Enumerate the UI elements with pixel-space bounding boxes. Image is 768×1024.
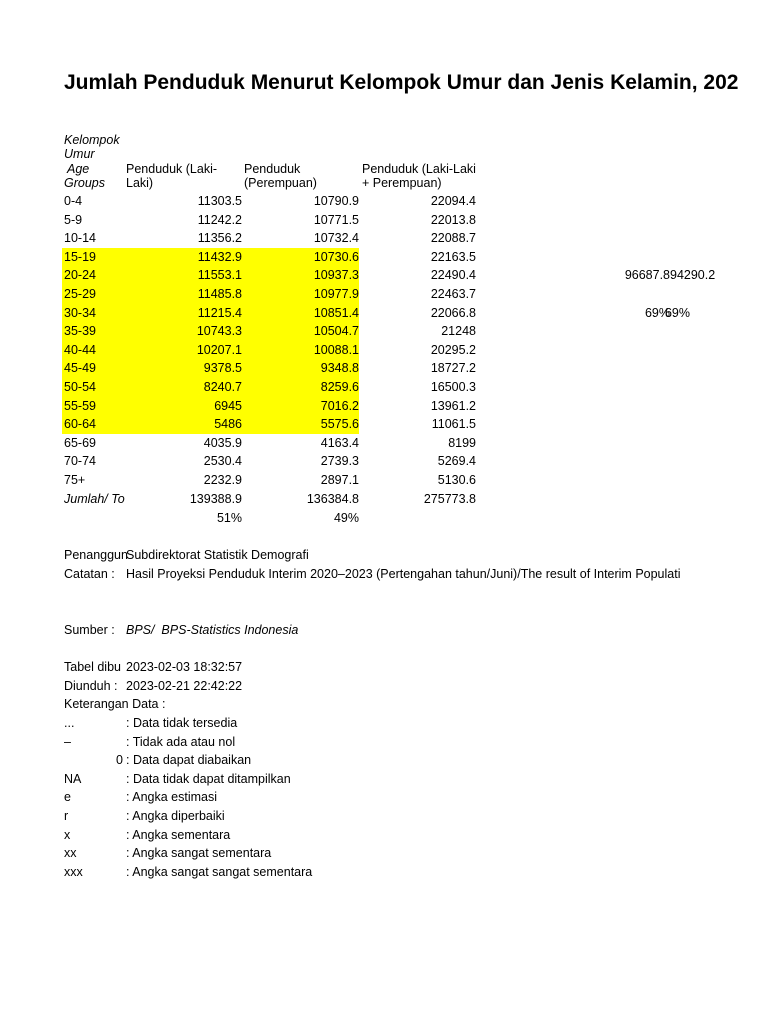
total-female: 136384.8 bbox=[306, 492, 359, 506]
cell-female: 10771.5 bbox=[313, 212, 359, 227]
cell-male: 11485.8 bbox=[197, 287, 242, 301]
cell-age: 0-4 bbox=[64, 194, 83, 208]
cell-age: 60-64 bbox=[64, 417, 96, 432]
cell-male: 11432.9 bbox=[197, 249, 242, 264]
header-female-line-2: (Perempuan) bbox=[244, 176, 317, 190]
legend-description: : Angka sementara bbox=[126, 827, 231, 842]
cell-age: 5-9 bbox=[64, 212, 83, 227]
created-label: Tabel dibu bbox=[64, 660, 121, 674]
responsible-value: Subdirektorat Statistik Demografi bbox=[126, 548, 309, 562]
cell-female: 4163.4 bbox=[320, 435, 359, 450]
created-value: 2023-02-03 18:32:57 bbox=[126, 660, 243, 674]
legend-description: : Data tidak tersedia bbox=[126, 716, 238, 730]
cell-total: 22088.7 bbox=[430, 231, 476, 246]
cell-total: 21248 bbox=[441, 324, 476, 339]
legend-symbol: x bbox=[64, 827, 71, 842]
cell-male: 10743.3 bbox=[196, 324, 242, 339]
total-row-label: Jumlah/ To bbox=[64, 492, 125, 506]
legend-symbol: NA bbox=[64, 771, 82, 786]
note-label: Catatan : bbox=[64, 567, 115, 581]
cell-male: 11242.2 bbox=[197, 212, 242, 227]
side-sum-female: 94290.2 bbox=[670, 268, 716, 282]
legend-description: : Tidak ada atau nol bbox=[126, 734, 236, 749]
legend-symbol: – bbox=[64, 734, 71, 749]
header-male-line-1: Penduduk (Laki- bbox=[126, 162, 218, 176]
legend-symbol: xxx bbox=[64, 864, 83, 879]
cell-total: 22490.4 bbox=[430, 268, 476, 283]
cell-age: 50-54 bbox=[64, 380, 96, 394]
cell-female: 10937.3 bbox=[313, 268, 359, 283]
cell-male: 9378.5 bbox=[203, 361, 242, 376]
pct-female: 49% bbox=[333, 511, 359, 525]
side-pct-male: 69% bbox=[644, 306, 670, 320]
legend-title: Keterangan Data : bbox=[64, 697, 166, 711]
legend-description: : Angka estimasi bbox=[126, 790, 218, 805]
cell-total: 18727.2 bbox=[430, 361, 476, 376]
cell-male: 8240.7 bbox=[203, 380, 242, 394]
cell-age: 45-49 bbox=[64, 361, 96, 376]
legend-description: : Angka sangat sangat sementara bbox=[126, 864, 313, 879]
cell-total: 13961.2 bbox=[430, 398, 476, 413]
cell-total: 22066.8 bbox=[430, 305, 476, 320]
cell-age: 25-29 bbox=[64, 287, 96, 301]
cell-age: 75+ bbox=[64, 473, 86, 487]
cell-female: 8259.6 bbox=[320, 380, 359, 394]
cell-female: 10732.4 bbox=[313, 231, 359, 246]
source-value: BPS/ BPS-Statistics Indonesia bbox=[126, 623, 299, 637]
cell-age: 15-19 bbox=[64, 249, 96, 264]
cell-female: 2897.1 bbox=[320, 473, 359, 487]
legend-description: : Angka sangat sementara bbox=[126, 846, 272, 861]
cell-age: 70-74 bbox=[64, 454, 96, 469]
cell-female: 2739.3 bbox=[320, 454, 359, 469]
legend-symbol: r bbox=[64, 809, 69, 823]
cell-age: 35-39 bbox=[64, 324, 96, 339]
cell-total: 22013.8 bbox=[430, 212, 476, 227]
cell-male: 11356.2 bbox=[197, 231, 242, 246]
cell-age: 40-44 bbox=[64, 342, 96, 357]
cell-male: 2232.9 bbox=[203, 473, 242, 487]
legend-symbol: e bbox=[64, 790, 71, 805]
cell-female: 10730.6 bbox=[313, 249, 359, 264]
cell-female: 10790.9 bbox=[313, 194, 359, 208]
cell-total: 5130.6 bbox=[437, 473, 476, 487]
header-male-line-2: Laki) bbox=[126, 176, 154, 190]
header-group-line-2: Umur bbox=[64, 147, 95, 161]
downloaded-label: Diunduh : bbox=[64, 679, 118, 693]
legend-symbol: 0 bbox=[116, 753, 123, 768]
legend-description: : Data tidak dapat ditampilkan bbox=[126, 771, 291, 786]
header-group-line-4: Groups bbox=[64, 176, 105, 190]
cell-male: 10207.1 bbox=[196, 342, 242, 357]
legend-description: : Angka diperbaiki bbox=[126, 809, 225, 823]
cell-female: 9348.8 bbox=[320, 361, 359, 376]
header-total-line-1: Penduduk (Laki-Laki bbox=[362, 162, 476, 176]
cell-age: 10-14 bbox=[64, 231, 96, 246]
header-group-line-3: Age bbox=[64, 162, 90, 176]
side-sum-male: 96687.8 bbox=[624, 268, 670, 282]
cell-age: 55-59 bbox=[64, 398, 96, 413]
cell-female: 10851.4 bbox=[313, 305, 359, 320]
cell-age: 65-69 bbox=[64, 435, 96, 450]
header-total-line-2: + Perempuan) bbox=[362, 176, 442, 190]
cell-female: 10504.7 bbox=[313, 324, 359, 339]
legend-symbol: xx bbox=[64, 846, 77, 861]
cell-total: 16500.3 bbox=[430, 380, 476, 394]
cell-male: 4035.9 bbox=[203, 435, 242, 450]
cell-male: 11303.5 bbox=[197, 194, 242, 208]
cell-total: 11061.5 bbox=[431, 417, 476, 432]
legend-symbol: ... bbox=[64, 716, 75, 730]
legend-description: : Data dapat diabaikan bbox=[126, 753, 252, 768]
cell-total: 22094.4 bbox=[430, 194, 476, 208]
cell-female: 10977.9 bbox=[313, 287, 359, 301]
cell-total: 8199 bbox=[448, 435, 476, 450]
cell-female: 10088.1 bbox=[313, 342, 359, 357]
total-all: 275773.8 bbox=[423, 492, 476, 506]
side-pct-female: 69% bbox=[664, 306, 690, 320]
note-value: Hasil Proyeksi Penduduk Interim 2020–2023 (Pertengahan tahun/Juni)/The result of Interim Populati bbox=[126, 567, 681, 581]
cell-male: 5486 bbox=[214, 417, 242, 432]
cell-age: 20-24 bbox=[64, 268, 96, 283]
cell-male: 6945 bbox=[214, 398, 242, 413]
cell-male: 11215.4 bbox=[197, 305, 242, 320]
pct-male: 51% bbox=[216, 511, 242, 525]
source-label: Sumber : bbox=[64, 623, 115, 637]
cell-female: 5575.6 bbox=[320, 417, 359, 432]
cell-total: 22463.7 bbox=[430, 287, 476, 301]
total-male: 139388.9 bbox=[189, 492, 242, 506]
cell-male: 2530.4 bbox=[203, 454, 242, 469]
cell-female: 7016.2 bbox=[320, 398, 359, 413]
cell-total: 22163.5 bbox=[430, 249, 476, 264]
cell-total: 5269.4 bbox=[437, 454, 476, 469]
cell-age: 30-34 bbox=[64, 305, 96, 320]
cell-male: 11553.1 bbox=[197, 268, 242, 283]
header-group-line-1: Kelompok bbox=[64, 133, 120, 147]
header-female-line-1: Penduduk bbox=[244, 162, 301, 176]
downloaded-value: 2023-02-21 22:42:22 bbox=[126, 679, 243, 693]
page-title: Jumlah Penduduk Menurut Kelompok Umur dan Jenis Kelamin, 202 bbox=[64, 71, 739, 94]
cell-total: 20295.2 bbox=[430, 342, 476, 357]
responsible-label: Penanggun bbox=[64, 548, 128, 562]
